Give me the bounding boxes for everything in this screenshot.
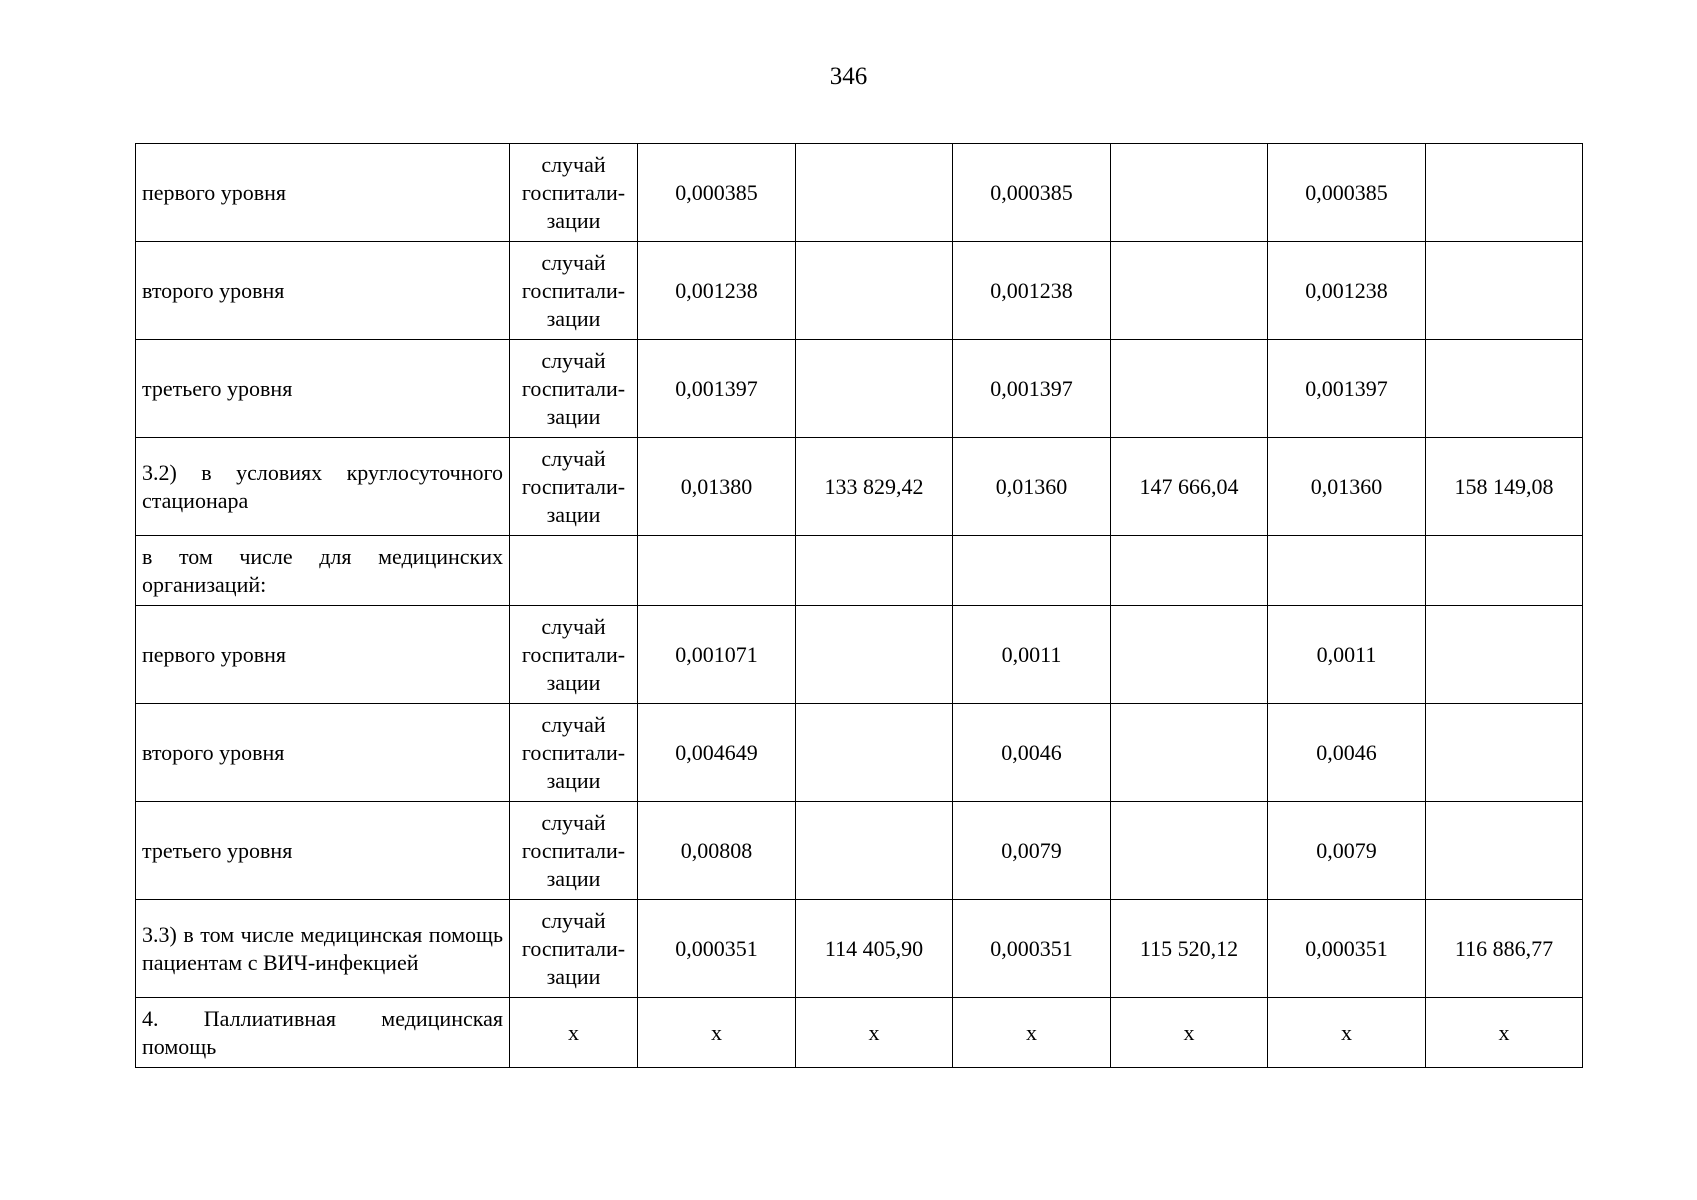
- value-cell: 158 149,08: [1426, 438, 1583, 536]
- value-cell: х: [1268, 998, 1426, 1068]
- unit-cell: случай госпитали-зации: [510, 438, 638, 536]
- unit-cell: случай госпитали-зации: [510, 144, 638, 242]
- value-cell: [796, 704, 953, 802]
- value-cell: 0,0079: [953, 802, 1111, 900]
- value-cell: 0,000385: [638, 144, 796, 242]
- row-name-cell: 3.3) в том числе медицинская помощь пациентам с ВИЧ-инфекцией: [136, 900, 510, 998]
- unit-cell: случай госпитали-зации: [510, 802, 638, 900]
- value-cell: [1111, 802, 1268, 900]
- value-cell: [1111, 606, 1268, 704]
- row-name-cell: второго уровня: [136, 704, 510, 802]
- value-cell: 0,0011: [1268, 606, 1426, 704]
- table-row: [136, 998, 1583, 1068]
- unit-cell: случай госпитали-зации: [510, 340, 638, 438]
- value-cell: х: [796, 998, 953, 1068]
- value-cell: х: [638, 998, 796, 1068]
- value-cell: [1111, 536, 1268, 606]
- value-cell: 0,0011: [953, 606, 1111, 704]
- table-row: [136, 340, 1583, 438]
- value-cell: 0,0079: [1268, 802, 1426, 900]
- value-cell: 0,001071: [638, 606, 796, 704]
- value-cell: 0,001238: [638, 242, 796, 340]
- row-name-cell: третьего уровня: [136, 340, 510, 438]
- value-cell: 0,001397: [638, 340, 796, 438]
- table-row: [136, 144, 1583, 242]
- value-cell: 0,01360: [953, 438, 1111, 536]
- value-cell: 0,000385: [1268, 144, 1426, 242]
- value-cell: 0,004649: [638, 704, 796, 802]
- unit-cell: случай госпитали-зации: [510, 606, 638, 704]
- value-cell: [1426, 606, 1583, 704]
- value-cell: 0,01360: [1268, 438, 1426, 536]
- value-cell: [1268, 536, 1426, 606]
- value-cell: 116 886,77: [1426, 900, 1583, 998]
- value-cell: х: [1111, 998, 1268, 1068]
- table-row: [136, 900, 1583, 998]
- value-cell: [1111, 340, 1268, 438]
- value-cell: [796, 606, 953, 704]
- value-cell: [1111, 704, 1268, 802]
- value-cell: [1111, 242, 1268, 340]
- value-cell: 0,01380: [638, 438, 796, 536]
- value-cell: х: [1426, 998, 1583, 1068]
- value-cell: 0,000351: [638, 900, 796, 998]
- unit-cell: случай госпитали-зации: [510, 900, 638, 998]
- value-cell: 115 520,12: [1111, 900, 1268, 998]
- row-name-cell: третьего уровня: [136, 802, 510, 900]
- unit-cell: случай госпитали-зации: [510, 242, 638, 340]
- table-row: [136, 536, 1583, 606]
- value-cell: [953, 536, 1111, 606]
- value-cell: 0,000385: [953, 144, 1111, 242]
- value-cell: 0,0046: [953, 704, 1111, 802]
- value-cell: 147 666,04: [1111, 438, 1268, 536]
- unit-cell: х: [510, 998, 638, 1068]
- value-cell: [1426, 242, 1583, 340]
- row-name-cell: первого уровня: [136, 606, 510, 704]
- value-cell: [1426, 340, 1583, 438]
- table-row: [136, 242, 1583, 340]
- value-cell: [1426, 704, 1583, 802]
- value-cell: [796, 802, 953, 900]
- value-cell: 0,001238: [1268, 242, 1426, 340]
- value-cell: 0,001238: [953, 242, 1111, 340]
- row-name-cell: первого уровня: [136, 144, 510, 242]
- row-name-cell: 3.2) в условиях круглосуточного стационара: [136, 438, 510, 536]
- value-cell: 0,001397: [953, 340, 1111, 438]
- value-cell: [1111, 144, 1268, 242]
- unit-cell: [510, 536, 638, 606]
- value-cell: [796, 536, 953, 606]
- value-cell: [796, 340, 953, 438]
- page-number: 346: [829, 63, 868, 90]
- value-cell: х: [953, 998, 1111, 1068]
- value-cell: [1426, 536, 1583, 606]
- value-cell: 0,000351: [953, 900, 1111, 998]
- data-table: [135, 143, 1583, 1068]
- table-row: [136, 438, 1583, 536]
- value-cell: 0,0046: [1268, 704, 1426, 802]
- value-cell: [796, 242, 953, 340]
- value-cell: 133 829,42: [796, 438, 953, 536]
- value-cell: [1426, 802, 1583, 900]
- row-name-cell: 4. Паллиативная медицинская помощь: [136, 998, 510, 1068]
- unit-cell: случай госпитали-зации: [510, 704, 638, 802]
- value-cell: 0,00808: [638, 802, 796, 900]
- row-name-cell: в том числе для медицинских организаций:: [136, 536, 510, 606]
- table-row: [136, 704, 1583, 802]
- value-cell: 114 405,90: [796, 900, 953, 998]
- row-name-cell: второго уровня: [136, 242, 510, 340]
- value-cell: 0,000351: [1268, 900, 1426, 998]
- value-cell: 0,001397: [1268, 340, 1426, 438]
- table-row: [136, 802, 1583, 900]
- table-row: [136, 606, 1583, 704]
- value-cell: [796, 144, 953, 242]
- value-cell: [1426, 144, 1583, 242]
- value-cell: [638, 536, 796, 606]
